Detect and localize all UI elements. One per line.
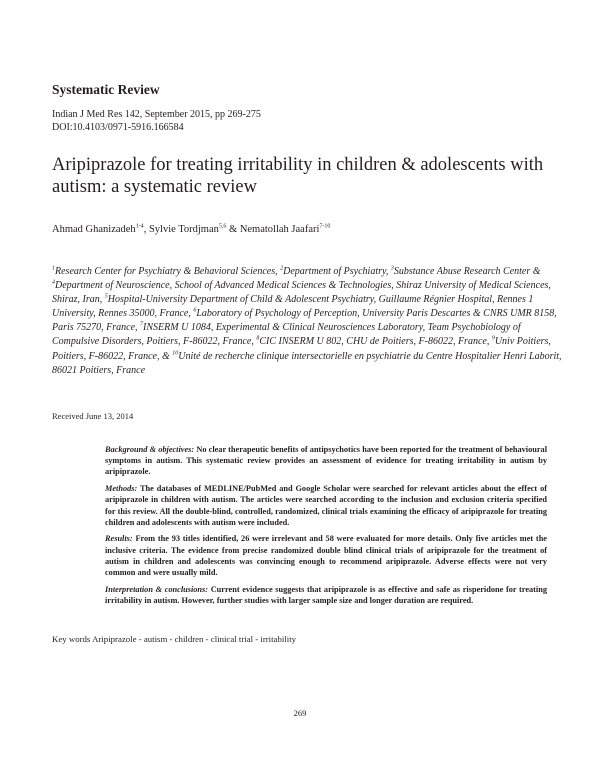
page-number: 269 — [293, 708, 307, 718]
author-separator: & — [226, 224, 240, 235]
affiliation-text: Unité de recherche clinique intersectorielle en psychiatrie du Centre Hospitalier Henri Laborit, 86021 Poitiers, France — [52, 350, 562, 376]
abstract-conclusions — [105, 584, 547, 606]
author-affiliation-ref: 1-4 — [135, 223, 144, 230]
author-name: Ahmad Ghanizadeh — [52, 224, 136, 235]
affiliation-text: Substance Abuse Research Center & — [393, 266, 541, 277]
author-name: Nematollah Jaafari — [239, 224, 320, 235]
abstract-methods — [105, 483, 547, 528]
affiliation-text: Laboratory of Psychology of Perception, University Paris Descartes & CNRS UMR 8158, Paris 75270, France, — [52, 308, 557, 334]
abstract-text: From the 93 titles identified, 26 were irrelevant and 58 were evaluated for more details. Only five articles met the inclusive criteria. The evidence from precise randomized double blind clinical trials of aripiprazole for the treatment of autism in children and adolescents was convincing enough to recommend aripiprazole. Adverse effects were not very common and were usually mild. — [105, 534, 547, 578]
citation-doi: DOI:10.4103/0971-5916.166584 — [52, 122, 184, 133]
affiliation-number: 2 — [280, 265, 284, 272]
author-affiliation-ref: 5,6 — [218, 223, 227, 230]
author-affiliation-ref: 7-10 — [319, 223, 331, 230]
affiliation-number: 9 — [491, 336, 495, 343]
abstract-results — [105, 533, 547, 578]
author-separator: , — [143, 224, 149, 235]
affiliation-text: CIC INSERM U 802, CHU de Poitiers, F-86022, France, — [259, 336, 492, 348]
author-name: Sylvie Tordjman — [148, 224, 219, 235]
affiliation-number: 4 — [52, 279, 55, 286]
affiliation-number: 5 — [104, 293, 108, 300]
article-title: Aripiprazole for treating irritability in children & adolescents with autism: a systematic review — [52, 155, 544, 197]
abstract-heading: Results: — [105, 534, 133, 544]
affiliations — [52, 265, 562, 378]
affiliation-text: Univ Poitiers, Poitiers, F-86022, France, & — [52, 336, 551, 362]
affiliation-text: INSERM U 1084, Experimental & Clinical Neurosciences Laboratory, Team Psychobiology of Compulsive Disorders, Poitiers, F-86022, France, — [52, 322, 521, 348]
affiliation-number: 7 — [140, 322, 144, 329]
abstract — [105, 444, 547, 612]
affiliation-text: Department of Neuroscience, School of Advanced Medical Sciences & Technologies, Shiraz University of Medical Sciences, Shiraz, Iran, — [52, 280, 551, 306]
keywords-label: Key words — [52, 634, 91, 644]
affiliation-text: Research Center for Psychiatry & Behavioral Sciences, — [55, 266, 281, 277]
affiliation-number: 1 — [52, 265, 55, 272]
affiliation-number: 3 — [390, 265, 394, 272]
author-list — [52, 224, 330, 235]
citation-journal: Indian J Med Res 142, September 2015, pp 269-275 — [52, 109, 261, 120]
affiliation-text: Department of Psychiatry, — [283, 266, 391, 277]
abstract-text: Current evidence suggests that aripiprazole is as effective and safe as risperidone for treating irritability in autism. However, further studies with larger sample size and longer duration are required. — [105, 584, 547, 605]
received-date: Received June 13, 2014 — [52, 411, 134, 421]
abstract-text: No clear therapeutic benefits of antipsychotics have been reported for the treatment of behavioural symptoms in autism. This systematic review provides an assessment of evidence for treating irritability in autism by aripiprazole. — [105, 445, 548, 477]
keywords-list: Aripiprazole - autism - children - clinical trial - irritability — [90, 634, 297, 644]
abstract-background — [105, 444, 547, 478]
citation — [52, 108, 261, 134]
affiliation-number: 10 — [172, 350, 179, 357]
affiliation-number: 8 — [256, 336, 260, 343]
section-label: Systematic Review — [52, 82, 160, 97]
abstract-heading: Interpretation & conclusions: — [105, 584, 209, 594]
abstract-heading: Methods: — [105, 484, 138, 494]
abstract-text: The databases of MEDLINE/PubMed and Google Scholar were searched for relevant articles about the effect of aripiprazole in children with autism. The articles were searched according to the inclusion and exclusion criteria specified for this review. All the double-blind, controlled, randomized, clinical trials examining the efficacy of aripiprazole for treating children and adolescents with autism were included. — [105, 484, 547, 527]
keywords — [52, 634, 296, 644]
affiliation-text: Hospital-University Department of Child & Adolescent Psychiatry, Guillaume Régnier Hospital, Rennes 1 University, Rennes 35000, France, — [52, 294, 534, 320]
abstract-heading: Background & objectives: — [105, 445, 195, 454]
affiliation-number: 6 — [193, 307, 197, 314]
